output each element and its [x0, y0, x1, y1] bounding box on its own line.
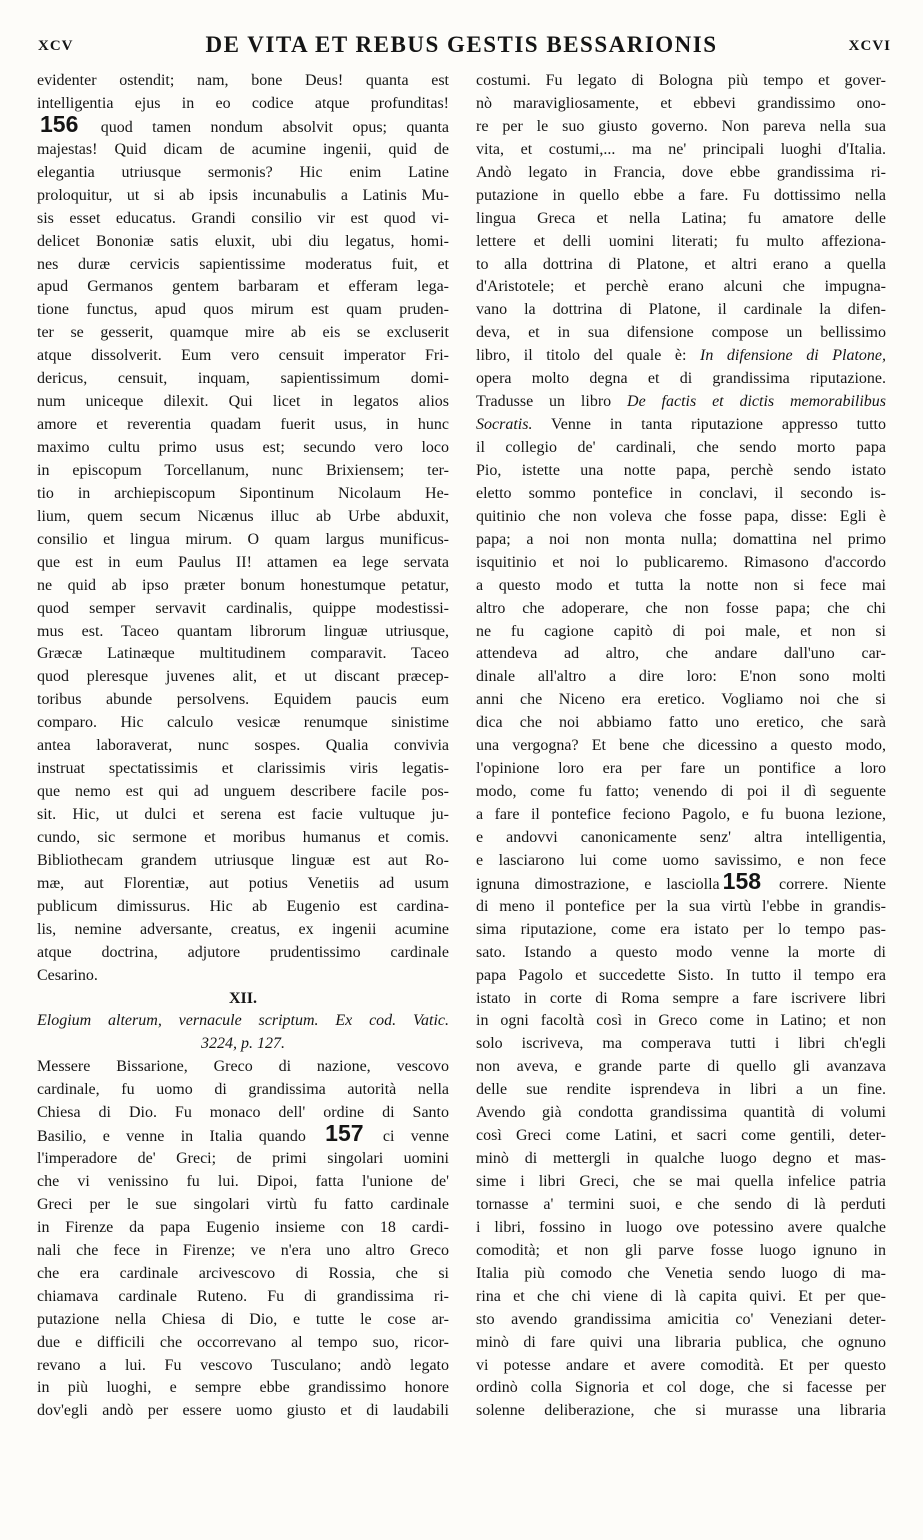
- text-line: modo, come fu fatto; venendo di poi il dì seguente: [476, 783, 886, 801]
- text-line: quitinio che non voleva che fosse papa, disse: Egli è: [476, 507, 886, 525]
- text-line: in episcopum Torcellanum, nunc Brixiensem; ter-: [37, 461, 449, 479]
- text-line: a fare il pontefice feciono Pagolo, e fu buona lezione,: [476, 806, 886, 823]
- text-line: revano a lui. Fu vescovo Tusculano; andò legato: [37, 1356, 449, 1374]
- text-line: comparo. Hic calculo vesicæ renumque sinistime: [37, 714, 449, 732]
- text-line: sis esset educatus. Grandi consilio vir est quod vi-: [37, 209, 449, 227]
- text-line: minò di fare quivi una libraria publica, che ognuno: [476, 1333, 886, 1351]
- text-line: instruat spectatissimis et clarissimis viris legatis-: [37, 760, 449, 778]
- left-text-block-a: [37, 70, 449, 116]
- text-line: nali che fece in Firenze; ve n'era uno altro Greco: [37, 1241, 449, 1259]
- text-line: lium, quem secum Nicænus illuc ab Urbe abduxit,: [37, 507, 449, 525]
- text-line: opera molto degna et di grandissima riputazione.: [476, 370, 886, 388]
- text-line: che era cardinale arcivescovo di Rossia, che si: [37, 1264, 449, 1282]
- text-line: Bibliothecam grandem utriusque linguæ est aut Ro-: [37, 851, 449, 869]
- marginal-number: 156: [40, 110, 79, 137]
- running-header: [0, 30, 923, 70]
- text-line: atque dissolverit. Eum vero censuit imperator Fri-: [37, 347, 449, 365]
- text-line: dericus, censuit, inquam, sapientissimum domi-: [37, 370, 449, 388]
- text-line: eletto sommo pontefice in conclavi, il secondo is-: [476, 484, 886, 502]
- text-line: lingua Greca et nella Latina; fu amatore delle: [476, 209, 886, 227]
- text-line: attendeva ad altro, che andare dall'uno car-: [476, 645, 886, 663]
- text-line: il collegio de' cardinali, che sendo morto papa: [476, 439, 886, 456]
- right-column: [476, 70, 886, 1423]
- text-line: mus est. Taceo quantam librorum linguæ utriusque,: [37, 622, 449, 640]
- book-title: In difensione di Platone,: [700, 347, 886, 365]
- text-line: e lasciarono lui come uomo savissimo, e non fece: [476, 851, 886, 869]
- text-line: antea laboraverat, nunc sospes. Qualia convivia: [37, 737, 449, 755]
- text-line: ne quid ab ipso præter bonum honestumque petatur,: [37, 576, 449, 594]
- text-line: isquitinio et noi lo publicaremo. Rimasono d'accordo: [476, 553, 886, 571]
- text-line: re per le suo giusto governo. Non pareva nella sua: [476, 117, 886, 135]
- right-text-block-a: [476, 70, 886, 345]
- text-line: in ogni facoltà così in Greco come in Latino; et non: [476, 1012, 886, 1030]
- text-line: nes duræ cervicis sapientissime moderatus fuit, et: [37, 255, 449, 273]
- text-line: putazione in quello ebbe a fare. Fu dottissimo nella: [476, 186, 886, 204]
- text-line: ter se gesserit, quamque mire ab eis se excluserit: [37, 324, 449, 342]
- text-line: dinale all'altro a dire loro: E'non sono molti: [476, 668, 886, 686]
- text-line: così Greci come Latini, et sacri come gentili, deter-: [476, 1127, 886, 1145]
- left-column: [37, 70, 449, 1423]
- text-line: Italia più comodo che Venetia sendo luogo di ma-: [476, 1264, 886, 1282]
- text-line: Greci per le sue singolari virtù fu fatto cardinale: [37, 1195, 449, 1213]
- text-line: quod pleresque juvenes alit, et ut discant præcep-: [37, 668, 449, 686]
- text-line: cardinale, fu uomo di grandissima autorità nella: [37, 1081, 449, 1099]
- text-line: mæ, aut Florentiæ, aut potius Venetiis ad usum: [37, 874, 449, 892]
- elogium-title: Elogium alterum, vernacule scriptum. Ex cod. Vatic.: [37, 1012, 449, 1030]
- text-line: [476, 391, 886, 414]
- text-line: tio in archiepiscopum Sipontinum Nicolaum He-: [37, 484, 449, 502]
- page-number-right: XCVI: [848, 38, 891, 54]
- text-line: [37, 110, 450, 139]
- left-text-block-c: [37, 1056, 449, 1125]
- text-line: nò maravigliosamente, et ebbevi grandissimo ono-: [476, 94, 886, 112]
- text-line: non aveva, e grande parte di quello gli avanzava: [476, 1058, 886, 1076]
- text-line: intelligentia ejus in eo codice atque profunditas!: [37, 94, 449, 112]
- text-line: [476, 414, 886, 437]
- text-line: d'Aristotele; et perchè erano alcuni che impugna-: [476, 278, 886, 296]
- running-title: DE VITA ET REBUS GESTIS BESSARIONIS: [205, 32, 718, 57]
- text-line: sato. Istando a questo modo venne la morte di: [476, 943, 886, 961]
- book-title: Socratis.: [476, 416, 533, 434]
- text-line: toribus abunde persolvens. Equidem paucis eum: [37, 691, 449, 709]
- text-line: num uniceque dilexit. Qui licet in legatos alios: [37, 393, 449, 411]
- text-line: l'opinione loro era per fare un pontifice a loro: [476, 760, 886, 778]
- text-span: libro, il titolo del quale è:: [476, 347, 687, 365]
- text-line: amore et reverentia quadam fuerit usus, in hunc: [37, 416, 449, 434]
- text-line: evidenter ostendit; nam, bone Deus! quanta est: [37, 72, 449, 89]
- text-line: sima riputazione, come era istato per lo tempo pas-: [476, 920, 886, 938]
- text-line: Pio, istette una notte papa, perchè sendo istato: [476, 461, 886, 479]
- text-line: lettere et delli uomini literati; fu multo affeziona-: [476, 232, 886, 250]
- text-span: Tradusse un libro: [476, 393, 612, 411]
- text-line: papa Pagolo et succedette Sisto. In tutto il tempo era: [476, 966, 886, 984]
- text-line: due e difficili che occorrevano al tempo suo, ricor-: [37, 1333, 449, 1351]
- text-span: Venne in tanta riputazione appresso tutto: [551, 416, 886, 434]
- text-span: Basilio, e venne in Italia quando: [37, 1128, 306, 1146]
- text-line: Avendo già condotta grandissima quantità di volumi: [476, 1104, 886, 1122]
- text-line: vano la dottrina di Platone, il cardinale la difen-: [476, 301, 886, 319]
- text-line: tornasse a' termini suoi, e che sendo di là perduti: [476, 1195, 886, 1213]
- text-line: Cesarino.: [37, 966, 98, 984]
- text-line: istato in corte di Roma sempre a fare iscrivere libri: [476, 989, 886, 1007]
- text-line: delle sue rendite isprendeva in libri a un fine.: [476, 1081, 886, 1099]
- text-line: Messere Bissarione, Greco di nazione, vescovo: [37, 1058, 449, 1076]
- text-line: sto avendo grandissima amicitia co' Veneziani deter-: [476, 1310, 886, 1328]
- text-span: ignuna dimostrazione, e lasciolla: [476, 875, 720, 893]
- text-line: solenne deliberazione, che si murasse una libraria: [476, 1402, 886, 1420]
- text-line: apud Germanos gentem barbaram et efferam lega-: [37, 278, 449, 296]
- text-line: deva, et in sua difensione compose un bellissimo: [476, 324, 886, 342]
- text-line: una vergogna? Et bene che dicessino a questo modo,: [476, 737, 886, 755]
- text-line: ordinò colla Signoria et col doge, che si facesse per: [476, 1379, 886, 1397]
- marginal-number: 157: [325, 1120, 364, 1147]
- text-line: di meno il pontefice per la sua virtù l'ebbe in grandis-: [476, 897, 886, 915]
- text-line: Andò legato in Francia, dove ebbe grandissima ri-: [476, 163, 886, 181]
- text-line: tione functus, apud quos mirum est quam pruden-: [37, 301, 449, 319]
- text-line: [37, 1120, 450, 1148]
- text-span: ci venne: [382, 1128, 450, 1146]
- text-line: consilio et lingua mirum. O quam largus munificus-: [37, 530, 449, 548]
- text-span: quod tamen nondum absolvit opus; quanta: [100, 118, 450, 136]
- text-line: [476, 867, 886, 896]
- text-line: papa; a noi non monta nulla; domattina nel primo: [476, 530, 886, 548]
- text-line: dica che noi abbiamo fatto uno eretico, che sarà: [476, 714, 886, 732]
- text-line: rina et che chi viene di là capita quivi. Et per que-: [476, 1287, 886, 1305]
- text-line: sime i libri Greci, che se mai quella infelice patria: [476, 1173, 886, 1190]
- text-line: in più luoghi, e sempre ebbe grandissimo honore: [37, 1379, 449, 1397]
- text-line: solo iscriveva, ma comperava tutti i libri ch'egli: [476, 1035, 886, 1053]
- text-line: altro che adoperare, che non fosse papa; che chi: [476, 599, 886, 617]
- text-line: atque doctrina, adjutore prudentissimo cardinale: [37, 943, 449, 961]
- text-line: majestas! Quid dicam de acumine ingenii, quid de: [37, 140, 449, 158]
- text-line: chiamava cardinale Ruteno. Fu di grandissima ri-: [37, 1287, 449, 1305]
- text-line: a questo modo et tutta la notte non si fece mai: [476, 576, 886, 594]
- text-line: dov'egli andò per essere uomo giusto et di laudabili: [37, 1402, 449, 1420]
- text-line: in Firenze da papa Eugenio insieme con 18 cardi-: [37, 1218, 449, 1236]
- text-line: Græcæ Latinæque multitudinem comparavit. Taceo: [37, 645, 449, 663]
- text-line: minò di mettergli in qualche luogo degno et mas-: [476, 1150, 886, 1168]
- text-line: proloquitur, ut si ab ipsis incunabulis a Latinis Mu-: [37, 186, 449, 204]
- text-line: ne fu cagione capitò di poi male, et non si: [476, 622, 886, 640]
- left-text-block-d: [37, 1148, 449, 1423]
- text-line: Chiesa di Dio. Fu monaco dell' ordine di Santo: [37, 1104, 449, 1122]
- page-number-left: XCV: [38, 38, 74, 54]
- left-text-block-b: [37, 139, 449, 965]
- right-text-block-b: [476, 437, 886, 873]
- text-line: maximo cultu primo usus est; secundo vero loco: [37, 439, 449, 456]
- right-text-block-c: [476, 896, 886, 1424]
- text-line: delicet Bononiæ satis eluxit, ubi diu legatus, homi-: [37, 232, 449, 250]
- text-line: to alla dottrina di Platone, et altri erano a quella: [476, 255, 886, 273]
- marginal-number: 158: [722, 867, 762, 894]
- text-line: que nemo est qui ad unguem describere facile pos-: [37, 783, 449, 801]
- text-line: vi potesse andare et avere comodità. Et per questo: [476, 1356, 886, 1374]
- text-line: quod semper servavit cardinalis, quippe modestissi-: [37, 599, 449, 617]
- text-line: [476, 345, 886, 368]
- text-line: que est in eum Paulus II! attamen ea lege servata: [37, 553, 449, 571]
- text-line: elegantia utriusque sermonis? Hic enim Latine: [37, 163, 449, 181]
- text-span: correre. Niente: [779, 875, 886, 893]
- text-line: comodità; et non gli parve fosse luogo ignuno in: [476, 1241, 886, 1259]
- text-line: vita, et costumi,... ma ne' principali luoghi d'Italia.: [476, 140, 886, 158]
- text-line: lis, nemine adversante, creatus, ex ingenii acumine: [37, 920, 449, 938]
- text-line: che vi venissino fu lui. Dipoi, fatta l'unione de': [37, 1173, 449, 1190]
- text-line: putazione nella Chiesa di Dio, e tutte le cose ar-: [37, 1310, 449, 1328]
- text-line: costumi. Fu legato di Bologna più tempo et gover-: [476, 72, 886, 89]
- text-line: sit. Hic, ut dulci et serena est facie vultuque ju-: [37, 806, 449, 823]
- book-title: De factis et dictis memorabilibus: [627, 393, 887, 411]
- section-heading: XII.: [228, 989, 257, 1007]
- text-line: publicum dimissurus. Hic ab Eugenio est cardina-: [37, 897, 449, 915]
- text-line: e andovvi canonicamente senz' altra intelligentia,: [476, 828, 886, 846]
- text-line: cundo, sic sermone et moribus humanus et comis.: [37, 828, 449, 846]
- text-line: l'imperadore de' Greci; de primi singolari uomini: [37, 1150, 449, 1168]
- text-line: i libri, fossino in luogo ove potessino avere qualche: [476, 1218, 886, 1236]
- elogium-source: 3224, p. 127.: [201, 1035, 285, 1053]
- text-line: anni che Niceno era eretico. Vogliamo noi che si: [476, 691, 886, 709]
